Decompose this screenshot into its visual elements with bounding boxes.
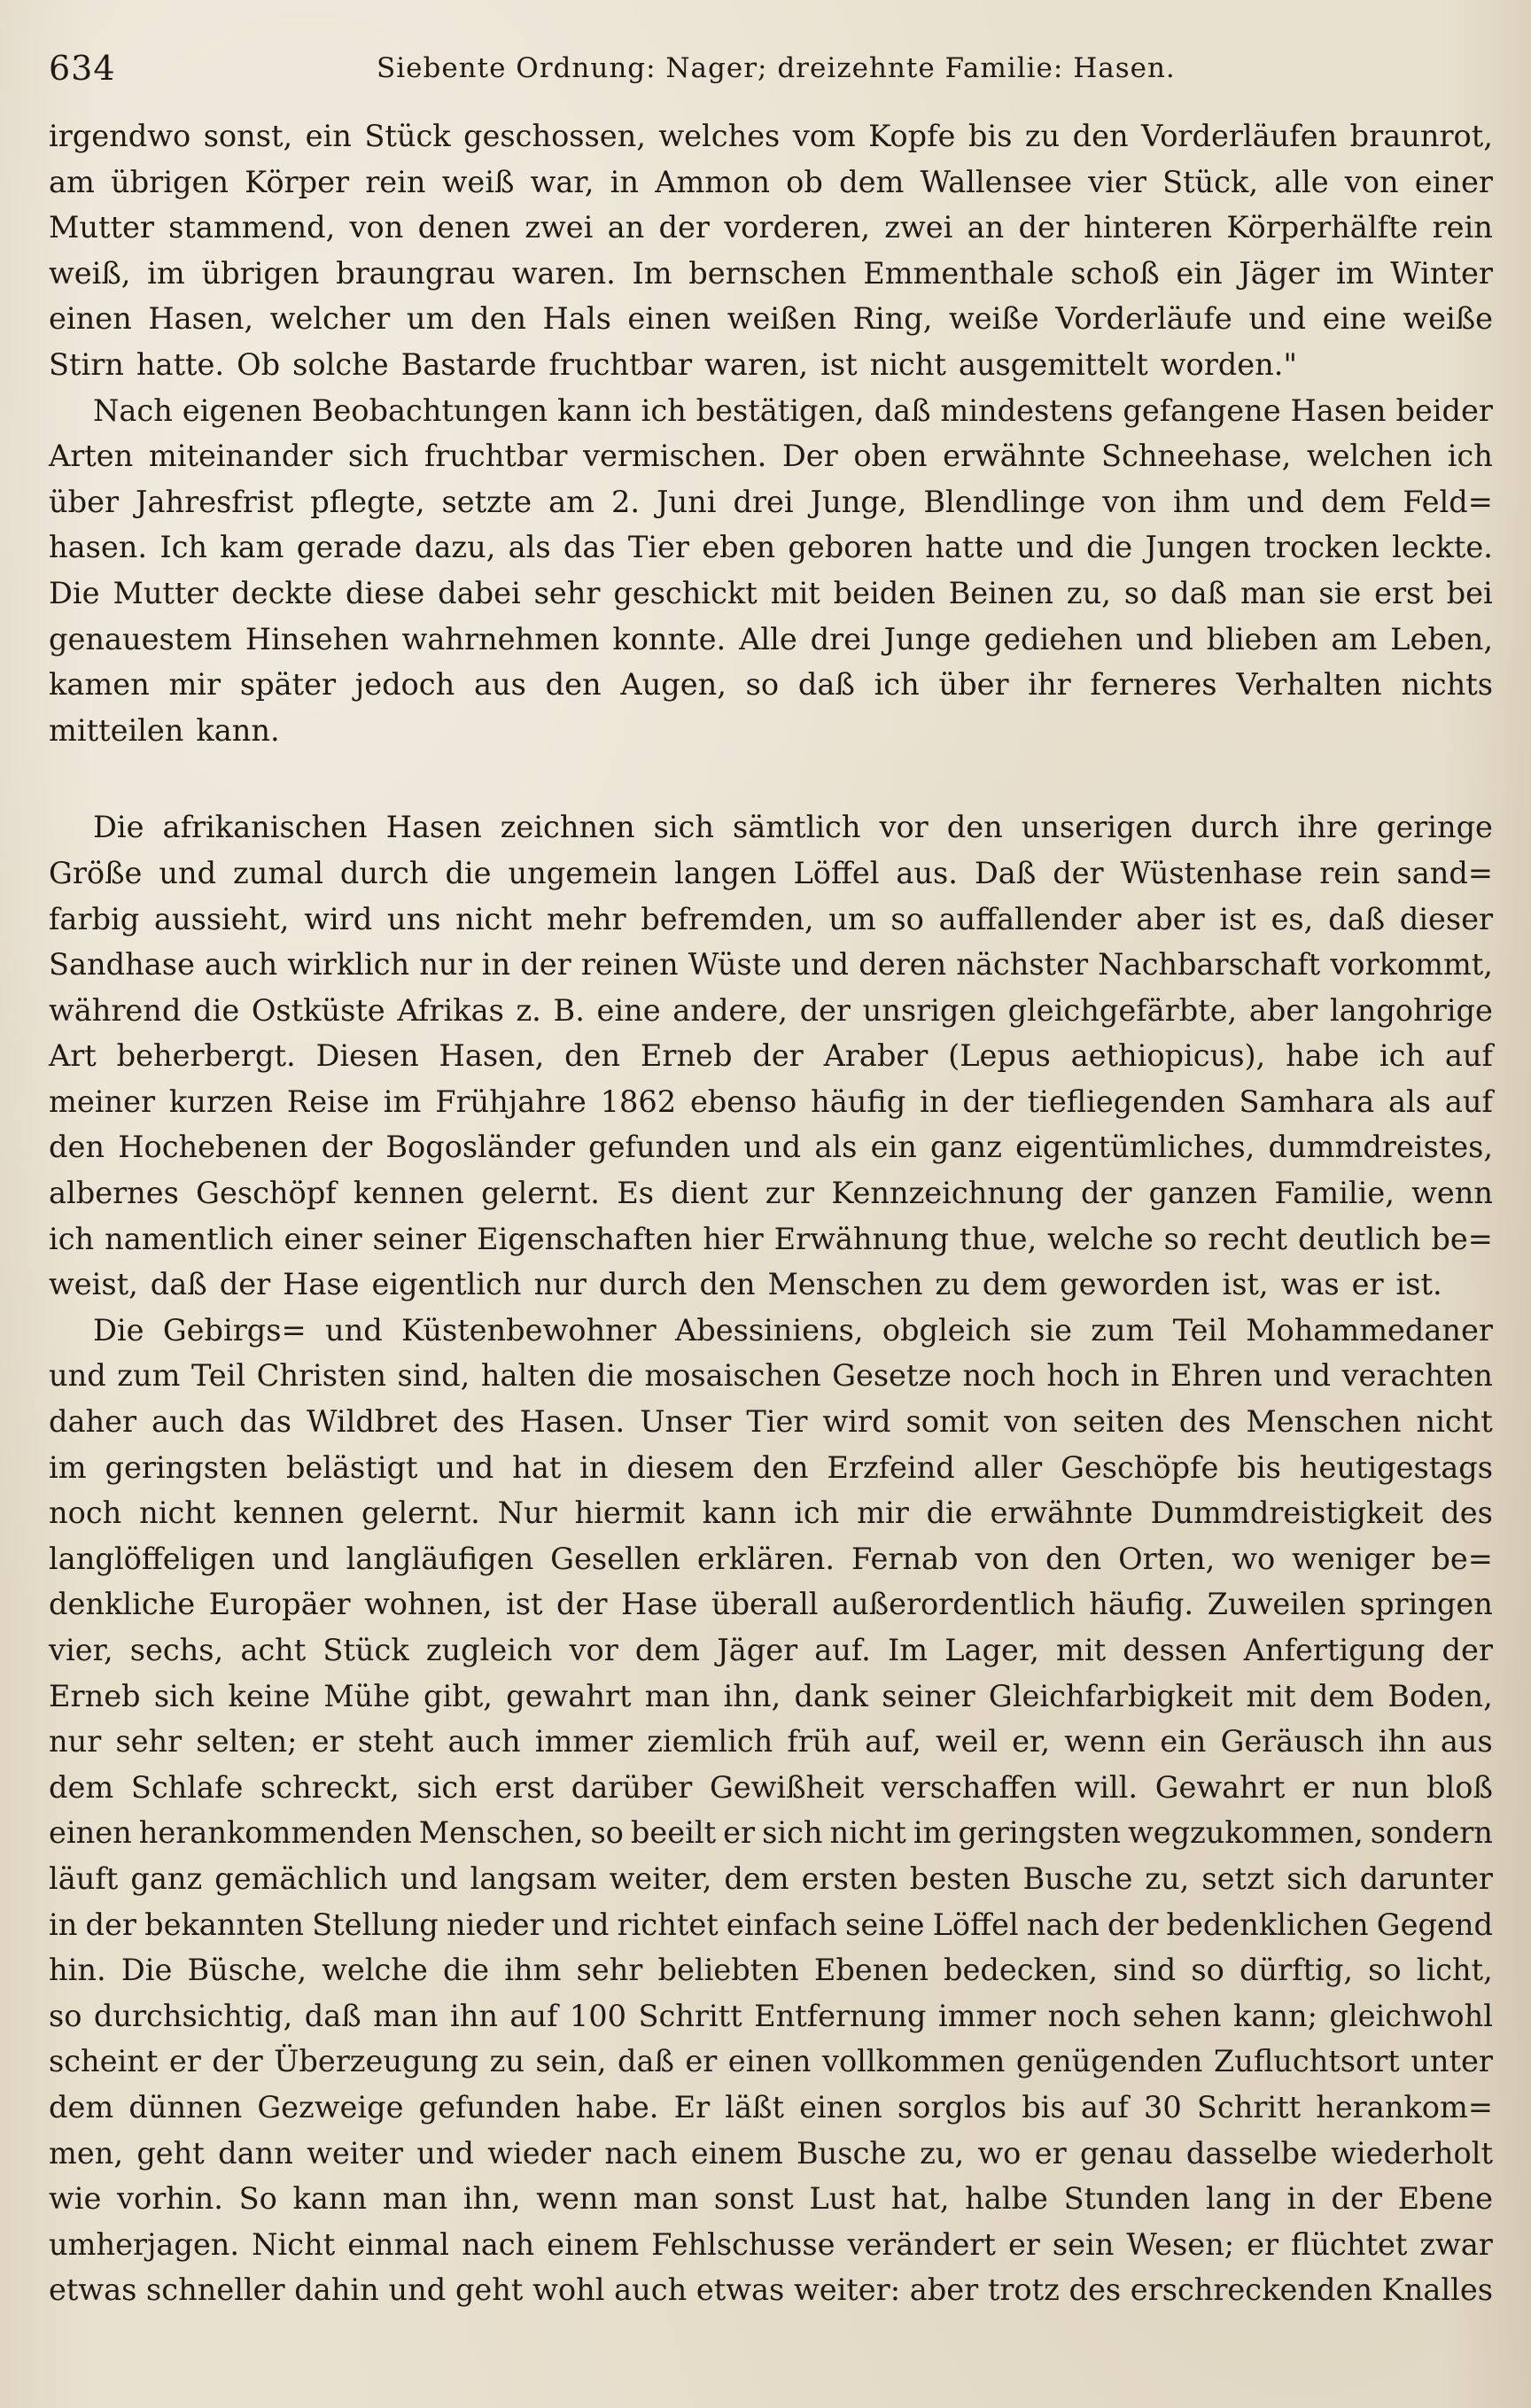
text-line: und zum Teil Christen sind, halten die mosaischen Gesetze noch hoch in Ehren und verachten bbox=[49, 1358, 1493, 1394]
text-line: meiner kurzen Reise im Frühjahre 1862 ebenso häufig in der tiefliegenden Samhara als auf bbox=[49, 1084, 1493, 1119]
text-line: so durchsichtig, daß man ihn auf 100 Schritt Entfernung immer noch sehen kann; gleichwohl bbox=[49, 1998, 1493, 2033]
text-line: irgendwo sonst, ein Stück geschossen, welches vom Kopfe bis zu den Vorderläufen braunrot, bbox=[49, 119, 1493, 153]
page-header bbox=[49, 43, 1493, 94]
text-line: farbig aussieht, wird uns nicht mehr befremden, um so auffallender aber ist es, daß dieser bbox=[49, 901, 1493, 936]
paragraph bbox=[49, 804, 1493, 1308]
paragraph bbox=[49, 388, 1493, 754]
text-line: dem Schlafe schreckt, sich erst darüber Gewißheit verschaffen will. Gewahrt er nun bloß bbox=[49, 1769, 1493, 1805]
text-line: kamen mir später jedoch aus den Augen, so daß ich über ihr ferneres Verhalten nichts bbox=[49, 667, 1493, 703]
text-line: men, geht dann weiter und wieder nach einem Busche zu, wo er genau dasselbe wiederholt bbox=[49, 2135, 1493, 2171]
text-line: albernes Geschöpf kennen gelernt. Es dient zur Kennzeichnung der ganzen Familie, wenn bbox=[49, 1176, 1493, 1211]
text-line: genauestem Hinsehen wahrnehmen konnte. Alle drei Junge gediehen und blieben am Leben, bbox=[49, 621, 1493, 656]
text-line: dem dünnen Gezweige gefunden habe. Er läßt einen sorglos bis auf 30 Schritt herankom= bbox=[49, 2089, 1493, 2124]
text-line: mitteilen kann. bbox=[49, 712, 280, 748]
text-line: ich namentlich einer seiner Eigenschaften hier Erwähnung thue, welche so recht deutlich be= bbox=[49, 1221, 1493, 1256]
text-line: hasen. Ich kam gerade dazu, als das Tier eben geboren hatte und die Jungen trocken leckte. bbox=[49, 530, 1493, 565]
text-line: Die Gebirgs= und Küstenbewohner Abessiniens, obgleich sie zum Teil Mohammedaner bbox=[93, 1312, 1493, 1348]
text-line: Erneb sich keine Mühe gibt, gewahrt man ihn, dank seiner Gleichfarbigkeit mit dem Boden, bbox=[49, 1678, 1493, 1713]
text-line: Arten miteinander sich fruchtbar vermischen. Der oben erwähnte Schneehase, welchen ich bbox=[49, 439, 1493, 474]
text-line: Die afrikanischen Hasen zeichnen sich sämtlich vor den unserigen durch ihre geringe bbox=[93, 810, 1493, 845]
section-gap bbox=[49, 753, 1493, 804]
text-line: läuft ganz gemächlich und langsam weiter, dem ersten besten Busche zu, setzt sich darunter bbox=[49, 1860, 1493, 1896]
text-line: den Hochebenen der Bogosländer gefunden und als ein ganz eigentümliches, dummdreistes, bbox=[49, 1130, 1493, 1165]
text-line: daher auch das Wildbret des Hasen. Unser Tier wird somit von seiten des Menschen nicht bbox=[49, 1404, 1493, 1440]
text-line: Nach eigenen Beobachtungen kann ich bestätigen, daß mindestens gefangene Hasen beider bbox=[93, 392, 1493, 428]
text-line: einen herankommenden Menschen, so beeilt er sich nicht im geringsten wegzukommen, sondern bbox=[49, 1815, 1493, 1851]
text-line: nur sehr selten; er steht auch immer ziemlich früh auf, weil er, wenn ein Geräusch ihn aus bbox=[49, 1724, 1493, 1759]
text-line: scheint er der Überzeugung zu sein, daß er einen vollkommen genügenden Zufluchtsort unter bbox=[49, 2044, 1493, 2079]
text-line: weist, daß der Hase eigentlich nur durch den Menschen zu dem geworden ist, was er ist. bbox=[49, 1267, 1442, 1302]
text-line: über Jahresfrist pflegte, setzte am 2. Juni drei Junge, Blendlinge von ihm und dem Feld= bbox=[49, 484, 1493, 519]
text-line: wie vorhin. So kann man ihn, wenn man sonst Lust hat, halbe Stunden lang in der Ebene bbox=[49, 2181, 1493, 2217]
text-line: vier, sechs, acht Stück zugleich vor dem Jäger auf. Im Lager, mit dessen Anfertigung der bbox=[49, 1633, 1493, 1667]
text-line: einen Hasen, welcher um den Hals einen weißen Ring, weiße Vorderläufe und eine weiße bbox=[49, 301, 1493, 337]
text-line: Sandhase auch wirklich nur in der reinen Wüste und deren nächster Nachbarschaft vorkommt, bbox=[49, 947, 1493, 983]
text-line: Stirn hatte. Ob solche Bastarde fruchtbar waren, ist nicht ausgemittelt worden." bbox=[49, 346, 1297, 382]
text-line: im geringsten belästigt und hat in diesem den Erzfeind aller Geschöpfe bis heutigestags bbox=[49, 1449, 1493, 1485]
text-line: etwas schneller dahin und geht wohl auch etwas weiter: aber trotz des erschreckenden Knalles bbox=[49, 2272, 1493, 2308]
paragraph bbox=[49, 113, 1493, 388]
running-head: Siebente Ordnung: Nager; dreizehnte Familie: Hasen. bbox=[377, 52, 1176, 84]
text-line: langlöffeligen und langläufigen Gesellen erklären. Fernab von den Orten, wo weniger be= bbox=[49, 1541, 1493, 1576]
text-line: weiß, im übrigen braungrau waren. Im bernschen Emmenthale schoß ein Jäger im Winter bbox=[49, 255, 1493, 291]
text-line: noch nicht kennen gelernt. Nur hiermit kann ich mir die erwähnte Dummdreistigkeit des bbox=[49, 1495, 1493, 1531]
text-line: denkliche Europäer wohnen, ist der Hase überall außerordentlich häufig. Zuweilen springen bbox=[49, 1587, 1493, 1622]
text-line: in der bekannten Stellung nieder und richtet einfach seine Löffel nach der bedenklichen Gegend bbox=[49, 1907, 1493, 1942]
text-line: hin. Die Büsche, welche die ihm sehr beliebten Ebenen bedecken, sind so dürftig, so licht, bbox=[49, 1953, 1493, 1988]
text-line: am übrigen Körper rein weiß war, in Ammon ob dem Wallensee vier Stück, alle von einer bbox=[49, 164, 1493, 199]
page-number: 634 bbox=[49, 49, 116, 88]
body-text bbox=[49, 113, 1493, 2313]
text-line: während die Ostküste Afrikas z. B. eine andere, der unsrigen gleichgefärbte, aber langohrige bbox=[49, 992, 1493, 1028]
text-line: Mutter stammend, von denen zwei an der vorderen, zwei an der hinteren Körperhälfte rein bbox=[49, 210, 1493, 245]
text-line: Die Mutter deckte diese dabei sehr geschickt mit beiden Beinen zu, so daß man sie erst bei bbox=[49, 575, 1493, 610]
text-line: umherjagen. Nicht einmal nach einem Fehlschusse verändert er sein Wesen; er flüchtet zwar bbox=[49, 2226, 1493, 2262]
text-line: Größe und zumal durch die ungemein langen Löffel aus. Daß der Wüstenhase rein sand= bbox=[49, 855, 1493, 890]
text-line: Art beherbergt. Diesen Hasen, den Erneb der Araber (Lepus aethiopicus), habe ich auf bbox=[49, 1038, 1493, 1074]
paragraph bbox=[49, 1308, 1493, 2313]
